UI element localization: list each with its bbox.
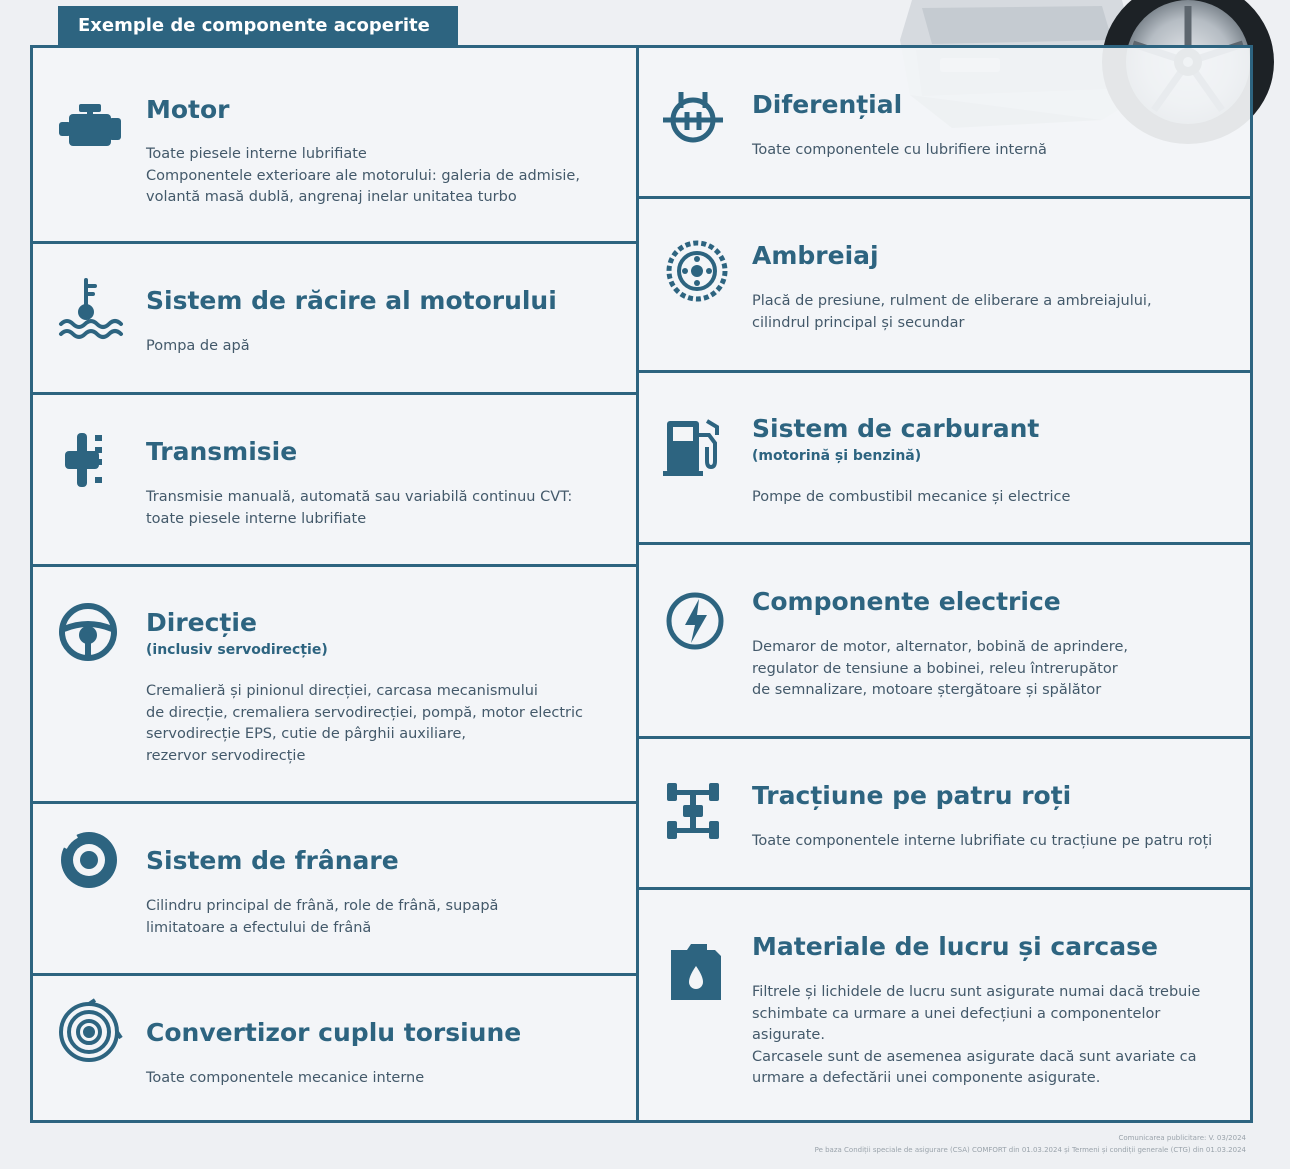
card-title: Sistem de carburant — [752, 414, 1040, 443]
footer-line-1: Comunicarea publicitare: V. 03/2024 — [1118, 1134, 1246, 1142]
component-card-differential — [636, 45, 1253, 199]
component-card-brakes — [30, 801, 639, 976]
footer-line-2: Pe baza Condiții speciale de asigurare (CSA) COMFORT din 01.03.2024 și Termeni și condiții generale (CTG) din 01.03.2024 — [814, 1146, 1246, 1154]
card-subtitle: (inclusiv servodirecție) — [146, 642, 328, 658]
card-title: Ambreiaj — [752, 241, 879, 270]
card-description: Toate componentele mecanice interne — [146, 1070, 425, 1086]
card-title: Componente electrice — [752, 587, 1061, 616]
steering-wheel-icon — [55, 599, 125, 669]
card-description: Cilindru principal de frână, role de frână, supapă limitatoare a efectului de frână — [146, 898, 499, 936]
oil-canister-icon — [661, 936, 731, 1006]
card-title: Materiale de lucru și carcase — [752, 932, 1158, 961]
card-description: Pompe de combustibil mecanice și electrice — [752, 489, 1071, 505]
brake-disc-icon — [55, 826, 125, 896]
card-description: Transmisie manuală, automată sau variabilă continuu CVT: toate piesele interne lubrifiate — [146, 489, 573, 527]
card-title: Direcție — [146, 608, 257, 637]
card-description: Cremalieră și pinionul direcției, carcasa mecanismului de direcție, cremaliera servodirecției, pompă, motor electric servodirecție EPS, cutie de pârghii auxiliare, rezervor servodirecție — [146, 683, 583, 764]
four-wheel-drive-icon — [661, 775, 731, 845]
card-title: Transmisie — [146, 437, 298, 466]
card-title: Convertizor cuplu torsiune — [146, 1018, 522, 1047]
coolant-temperature-icon — [55, 272, 125, 342]
card-description: Toate componentele cu lubrifiere internă — [752, 142, 1047, 158]
gear-shift-icon — [55, 427, 125, 497]
card-description: Pompa de apă — [146, 338, 250, 354]
component-card-electrical — [636, 542, 1253, 739]
electric-lightning-icon — [661, 585, 731, 655]
torque-converter-icon — [55, 998, 125, 1068]
component-card-motor — [30, 45, 639, 244]
card-description: Toate componentele interne lubrifiate cu tracțiune pe patru roți — [752, 833, 1213, 849]
card-subtitle: (motorină și benzină) — [752, 448, 922, 464]
component-card-materials — [636, 887, 1253, 1123]
card-title: Tracțiune pe patru roți — [752, 781, 1072, 810]
card-description: Filtrele și lichidele de lucru sunt asigurate numai dacă trebuie schimbate ca urmare a unei defecțiuni a componentelor asigurate. Carcasele sunt de asemenea asigurate dacă sunt avariate ca urmare a defectării unei componente asigurate. — [752, 984, 1201, 1086]
card-title: Diferențial — [752, 90, 903, 119]
component-card-cooling — [30, 241, 639, 395]
fuel-pump-icon — [661, 413, 731, 483]
component-card-torque-converter — [30, 973, 639, 1123]
card-title: Sistem de frânare — [146, 846, 399, 875]
differential-icon — [661, 86, 731, 156]
component-card-clutch — [636, 196, 1253, 373]
card-title: Sistem de răcire al motorului — [146, 286, 557, 315]
card-description: Demaror de motor, alternator, bobină de aprindere, regulator de tensiune a bobinei, releu întrerupător de semnalizare, motoare ștergătoare și spălător — [752, 639, 1128, 698]
card-description: Placă de presiune, rulment de eliberare a ambreiajului, cilindrul principal și secundar — [752, 293, 1152, 331]
clutch-icon — [661, 235, 731, 305]
section-header-tab: Exemple de componente acoperite — [58, 6, 458, 46]
component-card-4wd — [636, 736, 1253, 890]
card-description: Toate piesele interne lubrifiate Componentele exterioare ale motorului: galeria de admisie, volantă masă dublă, angrenaj inelar unitatea turbo — [146, 146, 580, 205]
component-card-transmission — [30, 392, 639, 567]
component-card-steering — [30, 564, 639, 804]
card-title: Motor — [146, 95, 230, 124]
component-card-fuel — [636, 370, 1253, 545]
footer-disclaimer — [815, 1132, 1246, 1156]
engine-icon — [55, 92, 125, 162]
